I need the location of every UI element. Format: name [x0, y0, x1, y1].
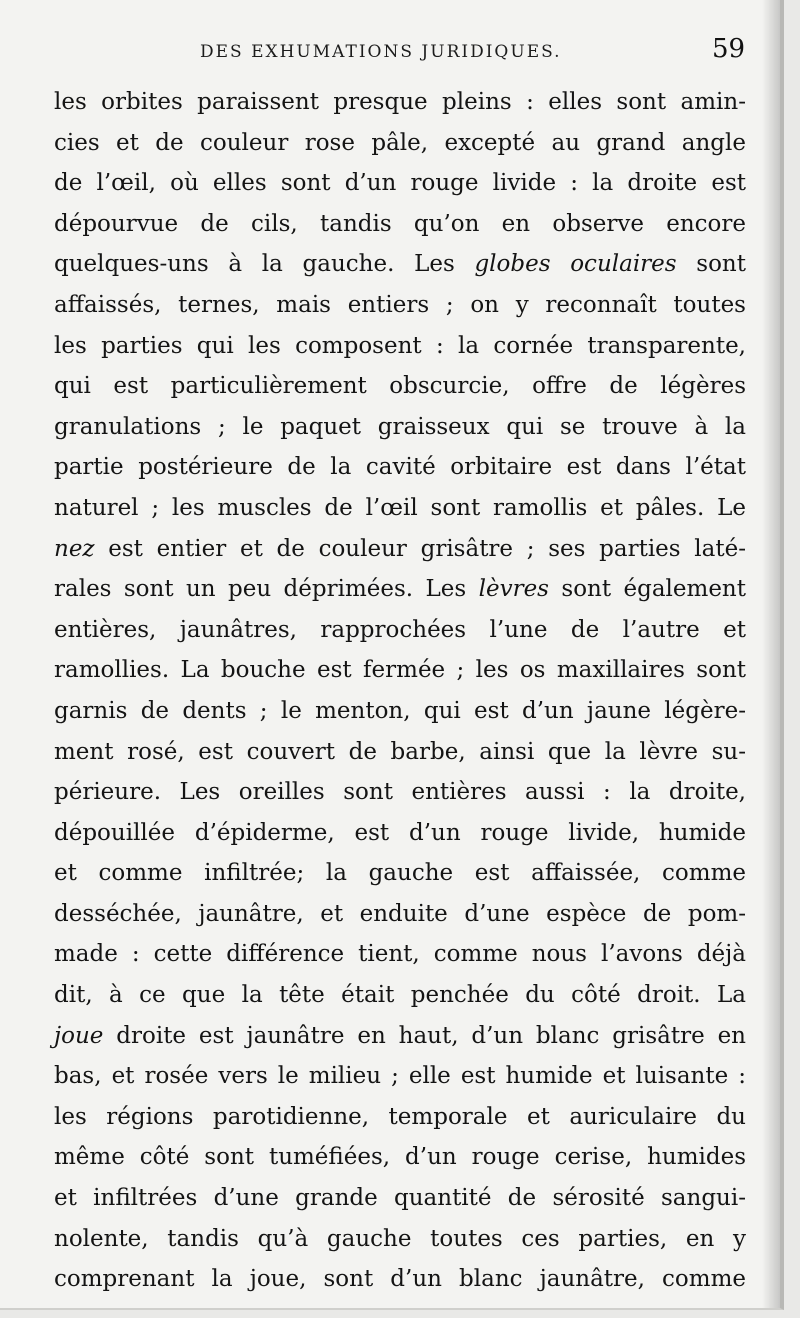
- text-line: [54, 326, 746, 367]
- text-line: [54, 813, 746, 854]
- text-run: de l’œil, où elles sont d’un rouge livide : la droite est: [54, 170, 746, 197]
- italic-term: joue: [54, 1022, 104, 1049]
- text-line: [54, 447, 746, 488]
- text-run: ment rosé, est couvert de barbe, ainsi que la lèvre su-: [54, 738, 746, 765]
- text-line: [54, 894, 746, 935]
- text-run: quelques-uns à la gauche. Les: [54, 251, 475, 278]
- text-run: rales sont un peu déprimées. Les: [54, 576, 479, 603]
- text-line: [54, 529, 746, 570]
- page-edge-shadow: [762, 0, 780, 1308]
- text-line: [54, 1137, 746, 1178]
- text-line: [54, 569, 746, 610]
- running-title: DES EXHUMATIONS JURIDIQUES.: [200, 42, 562, 62]
- text-run: partie postérieure de la cavité orbitaire est dans l’état: [54, 454, 746, 481]
- text-run: droite est jaunâtre en haut, d’un blanc grisâtre en: [103, 1022, 746, 1049]
- text-run: et infiltrées d’une grande quantité de sérosité sangui-: [54, 1185, 746, 1212]
- italic-term: nez: [54, 535, 95, 562]
- text-run: cies et de couleur rose pâle, excepté au grand angle: [54, 129, 746, 156]
- text-line: [54, 1097, 746, 1138]
- text-run: desséchée, jaunâtre, et enduite d’une espèce de pom-: [54, 900, 746, 927]
- text-run: les régions parotidienne, temporale et auriculaire du: [54, 1103, 746, 1130]
- text-line: [54, 366, 746, 407]
- text-run: est entier et de couleur grisâtre ; ses parties laté-: [94, 535, 746, 562]
- page-number: 59: [712, 34, 746, 64]
- text-run: bas, et rosée vers le milieu ; elle est humide et luisante :: [54, 1063, 746, 1090]
- text-run: affaissés, ternes, mais entiers ; on y reconnaît toutes: [54, 291, 746, 318]
- text-line: [54, 732, 746, 773]
- text-line: [54, 1056, 746, 1097]
- text-line: [54, 1259, 746, 1300]
- body-text: [54, 82, 746, 1300]
- text-line: [54, 1178, 746, 1219]
- italic-term: lèvres: [478, 576, 549, 603]
- text-run: sont également: [548, 576, 746, 603]
- text-run: sont: [676, 251, 746, 278]
- text-line: [54, 163, 746, 204]
- text-run: naturel ; les muscles de l’œil sont ramollis et pâles. Le: [54, 494, 746, 521]
- text-line: [54, 975, 746, 1016]
- text-run: ramollies. La bouche est fermée ; les os maxillaires sont: [54, 657, 746, 684]
- text-line: [54, 650, 746, 691]
- text-line: [54, 691, 746, 732]
- text-line: [54, 1016, 746, 1057]
- text-line: [54, 1219, 746, 1260]
- text-line: [54, 285, 746, 326]
- text-run: dépouillée d’épiderme, est d’un rouge livide, humide: [54, 819, 746, 846]
- text-line: [54, 853, 746, 894]
- text-run: garnis de dents ; le menton, qui est d’un jaune légère-: [54, 697, 746, 724]
- text-run: comprenant la joue, sont d’un blanc jaunâtre, comme: [54, 1266, 746, 1293]
- text-run: les orbites paraissent presque pleins : elles sont amin-: [54, 89, 746, 115]
- text-run: granulations ; le paquet graisseux qui se trouve à la: [54, 413, 746, 440]
- running-head: [0, 34, 784, 70]
- text-line: [54, 610, 746, 651]
- text-run: dit, à ce que la tête était penchée du côté droit. La: [54, 982, 746, 1009]
- text-line: [54, 244, 746, 285]
- text-line: [54, 407, 746, 448]
- text-run: dépourvue de cils, tandis qu’on en observe encore: [54, 210, 746, 237]
- text-line: [54, 488, 746, 529]
- text-run: même côté sont tuméfiées, d’un rouge cerise, humides: [54, 1144, 746, 1171]
- text-line: [54, 204, 746, 245]
- text-run: et comme infiltrée; la gauche est affaissée, comme: [54, 860, 746, 887]
- text-run: made : cette différence tient, comme nous l’avons déjà: [54, 941, 746, 968]
- text-run: les parties qui les composent : la cornée transparente,: [54, 332, 746, 359]
- text-run: nolente, tandis qu’à gauche toutes ces parties, en y: [54, 1225, 746, 1252]
- text-line: [54, 82, 746, 123]
- text-run: périeure. Les oreilles sont entières aussi : la droite,: [54, 779, 746, 806]
- text-run: entières, jaunâtres, rapprochées l’une de l’autre et: [54, 616, 746, 643]
- text-line: [54, 123, 746, 164]
- italic-term: globes oculaires: [474, 251, 677, 278]
- text-run: qui est particulièrement obscurcie, offre de légères: [54, 373, 746, 400]
- text-line: [54, 934, 746, 975]
- text-line: [54, 772, 746, 813]
